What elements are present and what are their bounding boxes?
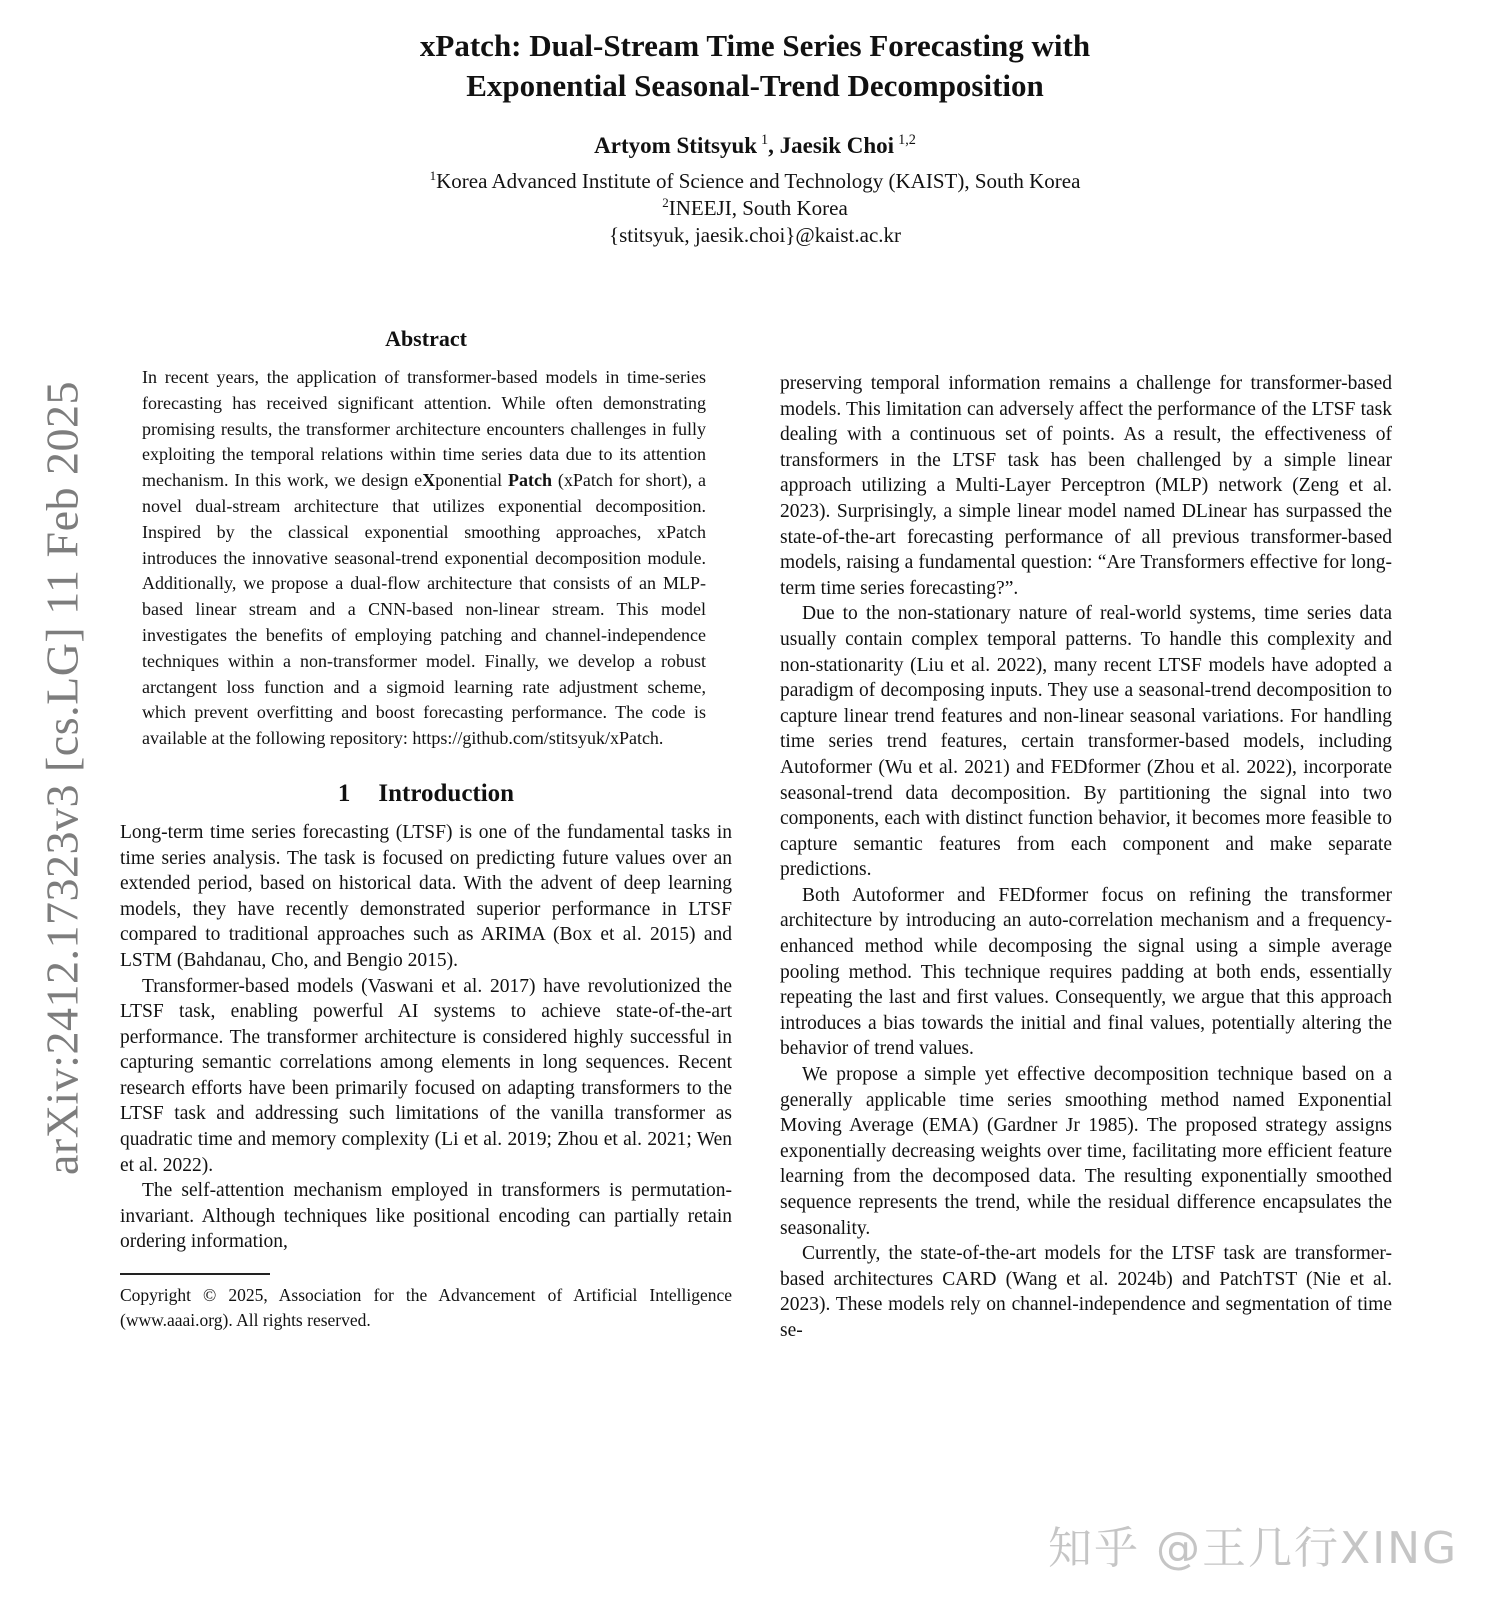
author-name-2: Jaesik Choi xyxy=(779,133,895,158)
section-heading-introduction xyxy=(120,780,732,808)
abstract-part-1: In recent years, the application of transformer-based models in time-series forecasting has received significant attention. While often demonstrating promising results, the transformer architecture encounters challenges in fully exploiting the temporal relations within time series data due to its attention mechanism. In this work, we design e xyxy=(142,367,706,491)
right-paragraph-5: Currently, the state-of-the-art models for the LTSF task are transformer-based architectures CARD (Wang et al. 2024b) and PatchTST (Nie et al. 2023). These models rely on channel-independence and segmentation of time se- xyxy=(780,1243,1392,1341)
affiliation-1-sup: 1 xyxy=(429,168,437,183)
affiliation-1 xyxy=(120,168,1390,195)
affiliation-2-text: INEEJI, South Korea xyxy=(668,196,848,220)
affiliations-block xyxy=(120,168,1390,249)
right-paragraph-3: Both Autoformer and FEDformer focus on refining the transformer architecture by introducing an auto-correlation mechanism and a frequency-enhanced method while decomposing the signal using a simple average pooling method. This technique requires padding at both ends, essentially repeating the last and first values. Consequently, we argue that this approach introduces a bias towards the initial and final values, potentially altering the behavior of trend values. xyxy=(780,884,1392,1060)
abstract-part-2: ponential xyxy=(435,470,509,491)
intro-paragraph-2: Transformer-based models (Vaswani et al. 2017) have revolutionized the LTSF task, enabling powerful AI systems to achieve state-of-the-art performance. The transformer architecture is considered highly successful in capturing semantic correlations among elements in long sequences. Recent research efforts have been primarily focused on adapting transformers to the LTSF task and addressing such limitations of the vanilla transformer as quadratic time and memory complexity (Li et al. 2019; Zhou et al. 2021; Wen et al. 2022). xyxy=(120,975,732,1176)
email-line: {stitsyuk, jaesik.choi}@kaist.ac.kr xyxy=(608,223,902,247)
right-paragraph-4: We propose a simple yet effective decomposition technique based on a generally applicable time series smoothing method named Exponential Moving Average (EMA) (Gardner Jr 1985). The proposed strategy assigns exponentially decreasing weights over time, facilitating more efficient feature learning from the decomposed data. The resulting exponentially smoothed sequence represents the trend, while the residual difference encapsulates the seasonality. xyxy=(780,1064,1392,1239)
author-separator: , xyxy=(768,133,780,158)
affiliation-2 xyxy=(120,195,1390,222)
affiliation-1-text: Korea Advanced Institute of Science and Technology (KAIST), South Korea xyxy=(436,169,1081,193)
affiliation-2-sup: 2 xyxy=(662,195,669,210)
left-column xyxy=(120,326,732,1332)
abstract-heading: Abstract xyxy=(385,326,467,351)
abstract-text xyxy=(142,365,706,752)
author-name-1: Artyom Stitsyuk xyxy=(594,133,758,158)
right-paragraph-1: preserving temporal information remains a challenge for transformer-based models. This limitation can adversely affect the performance of the LTSF task dealing with a continuous set of points. As a result, the effectiveness of transformers in the LTSF task has been challenged by a simple linear approach utilizing a Multi-Layer Perceptron (MLP) network (Zeng et al. 2023). Surprisingly, a simple linear model named DLinear has surpassed the state-of-the-art forecasting performance of all previous transformer-based models, raising a fundamental question: “Are Transformers effective for long-term time series forecasting?”. xyxy=(780,373,1392,599)
paper-title-line2: Exponential Seasonal-Trend Decomposition xyxy=(466,68,1044,103)
abstract-bold-x: X xyxy=(422,470,436,491)
zhihu-watermark: 知乎 @王几行XING xyxy=(1048,1523,1459,1574)
arxiv-sidebar-label: arXiv:2412.17323v3 [cs.LG] 11 Feb 2025 xyxy=(36,380,88,1176)
intro-paragraph-1: Long-term time series forecasting (LTSF) is one of the fundamental tasks in time series analysis. The task is focused on predicting future values over an extended period, based on historical data. With the advent of deep learning models, they have recently demonstrated superior performance in LTSF compared to traditional approaches such as ARIMA (Box et al. 2015) and LSTM (Bahdanau, Cho, and Bengio 2015). xyxy=(120,821,732,971)
author-affil-sup-1: 1 xyxy=(761,132,769,149)
paper-title xyxy=(120,26,1390,106)
footnote-rule xyxy=(120,1273,270,1275)
copyright-footnote xyxy=(120,1273,732,1332)
paper-header xyxy=(120,26,1390,249)
author-affil-sup-2: 1,2 xyxy=(898,132,916,149)
section-title: Introduction xyxy=(378,779,515,807)
right-column xyxy=(780,326,1392,1344)
abstract-bold-patch: Patch xyxy=(508,470,553,491)
authors-line xyxy=(120,133,1390,159)
right-paragraph-2: Due to the non-stationary nature of real-world systems, time series data usually contain complex temporal patterns. To handle this complexity and non-stationarity (Liu et al. 2022), many recent LTSF models have adopted a paradigm of decomposing inputs. They use a seasonal-trend decomposition to capture linear trend features and non-linear seasonal variations. For handling time series trend features, certain transformer-based models, including Autoformer (Wu et al. 2021) and FEDformer (Zhou et al. 2022), incorporate seasonal-trend data decomposition. By partitioning the signal into two components, each with distinct function behavior, it becomes more feasible to capture semantic features from each component and make separate predictions. xyxy=(780,603,1392,881)
section-number: 1 xyxy=(337,779,351,807)
intro-paragraph-3: The self-attention mechanism employed in transformers is permutation-invariant. Although techniques like positional encoding can partially retain ordering information, xyxy=(120,1180,732,1253)
footnote-text: Copyright © 2025, Association for the Advancement of Artificial Intelligence (www.aaai.org). All rights reserved. xyxy=(120,1285,732,1330)
paper-title-line1: xPatch: Dual-Stream Time Series Forecasting with xyxy=(419,28,1091,63)
abstract-part-3: (xPatch for short), a novel dual-stream architecture that utilizes exponential decomposition. Inspired by the classical exponential smoothing approaches, xPatch introduces the innovative seasonal-trend exponential decomposition module. Additionally, we propose a dual-flow architecture that consists of an MLP-based linear stream and a CNN-based non-linear stream. This model investigates the benefits of employing patching and channel-independence techniques within a non-transformer model. Finally, we develop a robust arctangent loss function and a sigmoid learning rate adjustment scheme, which prevent overfitting and boost forecasting performance. The code is available at the following repository: xyxy=(142,470,706,749)
github-repo-link[interactable]: https://github.com/stitsyuk/xPatch. xyxy=(412,728,664,749)
